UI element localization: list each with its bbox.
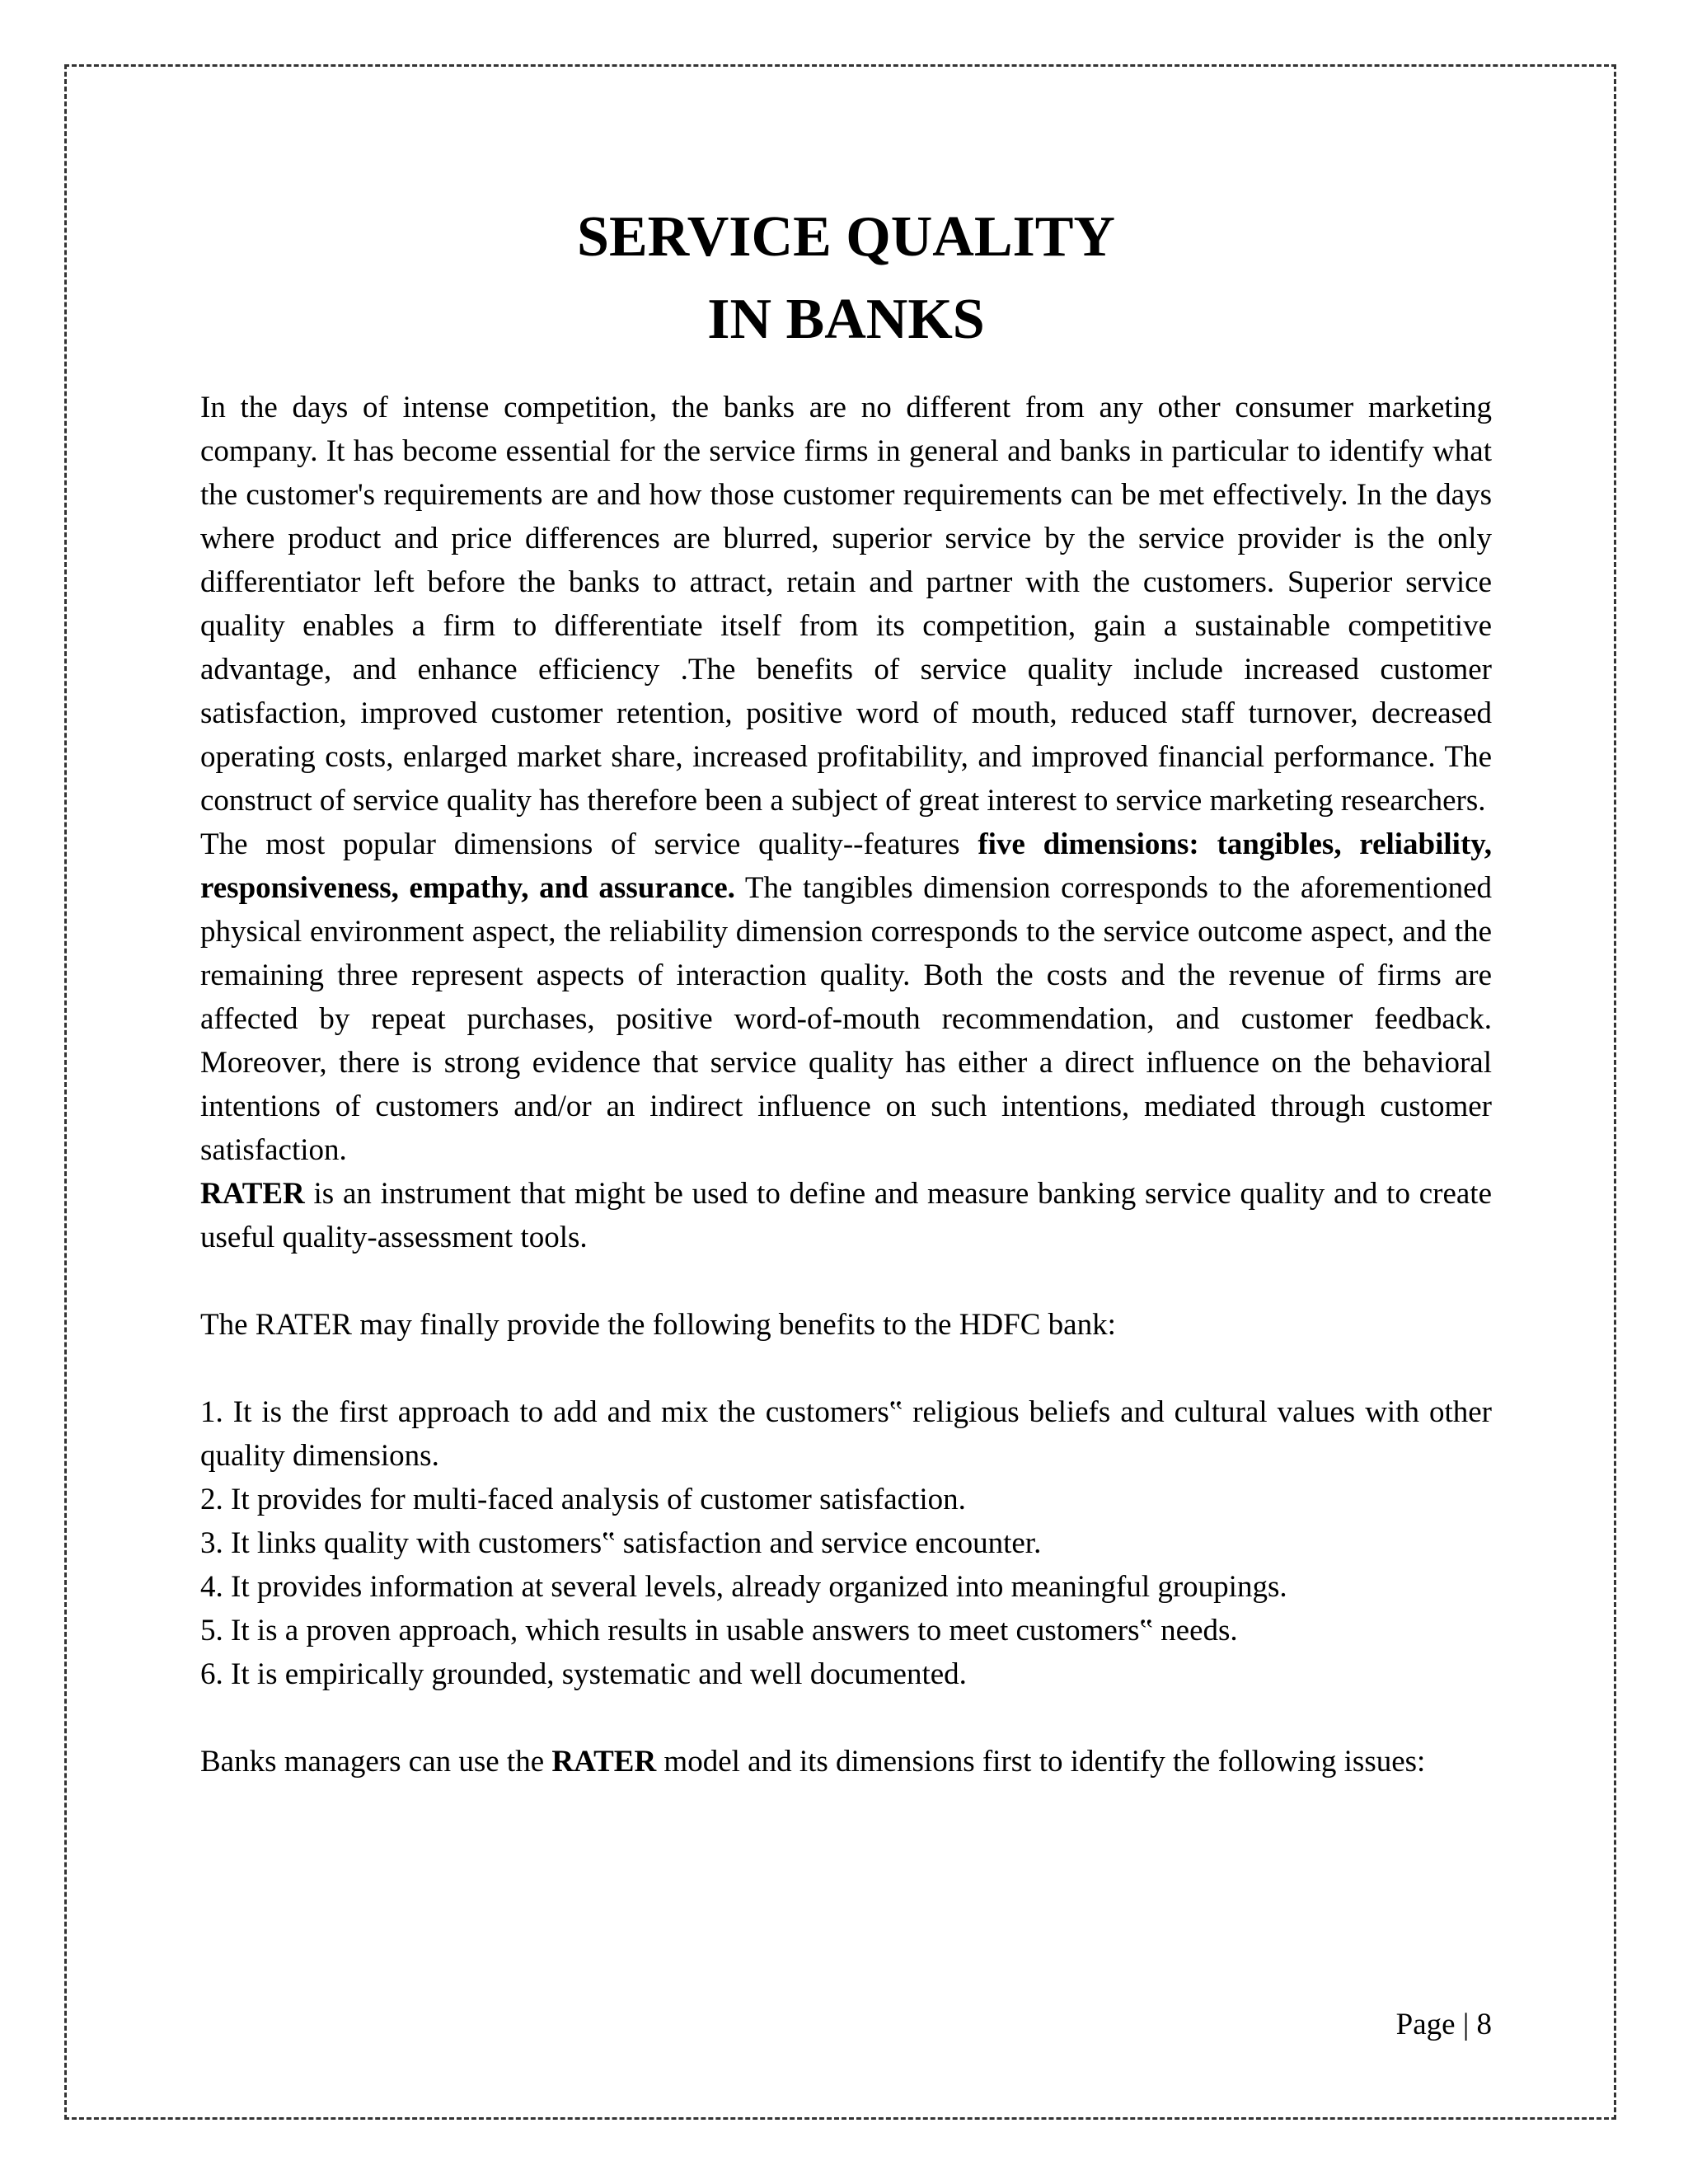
managers-paragraph-end: model and its dimensions first to identify the following issues: (656, 1745, 1426, 1779)
benefit-item: 5. It is a proven approach, which results in usable answers to meet customers‟ needs. (200, 1614, 1238, 1647)
dimensions-list-bold: five dimensions: tangibles, reliability, responsiveness, empathy, and assurance. (200, 827, 1492, 905)
page-content (200, 196, 1492, 1783)
benefits-list (200, 1390, 1492, 1696)
dimensions-paragraph (200, 823, 1492, 1172)
managers-paragraph-start: Banks managers can use the (200, 1745, 552, 1779)
page-number: Page | 8 (1395, 2008, 1492, 2041)
rater-bold: RATER (200, 1177, 305, 1211)
spacer (200, 1347, 1492, 1390)
benefit-item: 1. It is the first approach to add and mix the customers‟ religious beliefs and cultural values with other quality dimensions. (200, 1395, 1492, 1473)
benefit-item: 2. It provides for multi-faced analysis of customer satisfaction. (200, 1483, 966, 1516)
managers-rater-bold: RATER (551, 1745, 657, 1779)
title-line-1: SERVICE QUALITY (577, 205, 1115, 269)
benefit-item: 6. It is empirically grounded, systematic and well documented. (200, 1657, 967, 1691)
managers-paragraph (200, 1740, 1492, 1783)
rater-paragraph-rest: is an instrument that might be used to define and measure banking service quality and to create useful quality-assessment tools. (200, 1177, 1492, 1254)
rater-paragraph (200, 1172, 1492, 1259)
dimensions-paragraph-start: The most popular dimensions of service quality--features (200, 827, 978, 861)
benefits-intro: The RATER may finally provide the following benefits to the HDFC bank: (200, 1308, 1116, 1342)
intro-paragraph: In the days of intense competition, the banks are no different from any other consumer marketing company. It has become essential for the service firms in general and banks in particular to identify what the customer's requirements are and how those customer requirements can be met effectively. In the days where product and price differences are blurred, superior service by the service provider is the only differentiator left before the banks to attract, retain and partner with the customers. Superior service quality enables a firm to differentiate itself from its competition, gain a sustainable competitive advantage, and enhance efficiency .The benefits of service quality include increased customer satisfaction, improved customer retention, positive word of mouth, reduced staff turnover, decreased operating costs, enlarged market share, increased profitability, and improved financial performance. The construct of service quality has therefore been a subject of great interest to service marketing researchers. (200, 391, 1492, 818)
title-line-2: IN BANKS (707, 288, 985, 351)
spacer (200, 1696, 1492, 1740)
dimensions-paragraph-end: The tangibles dimension corresponds to the aforementioned physical environment aspect, the reliability dimension corresponds to the service outcome aspect, and the remaining three represent aspects of interaction quality. Both the costs and the revenue of firms are affected by repeat purchases, positive word-of-mouth recommendation, and customer feedback. Moreover, there is strong evidence that service quality has either a direct influence on the behavioral intentions of customers and/or an indirect influence on such intentions, mediated through customer satisfaction. (200, 871, 1492, 1167)
spacer (200, 1259, 1492, 1303)
page-title (200, 196, 1492, 361)
benefit-item: 3. It links quality with customers‟ satisfaction and service encounter. (200, 1526, 1042, 1560)
benefit-item: 4. It provides information at several levels, already organized into meaningful groupings. (200, 1570, 1287, 1604)
